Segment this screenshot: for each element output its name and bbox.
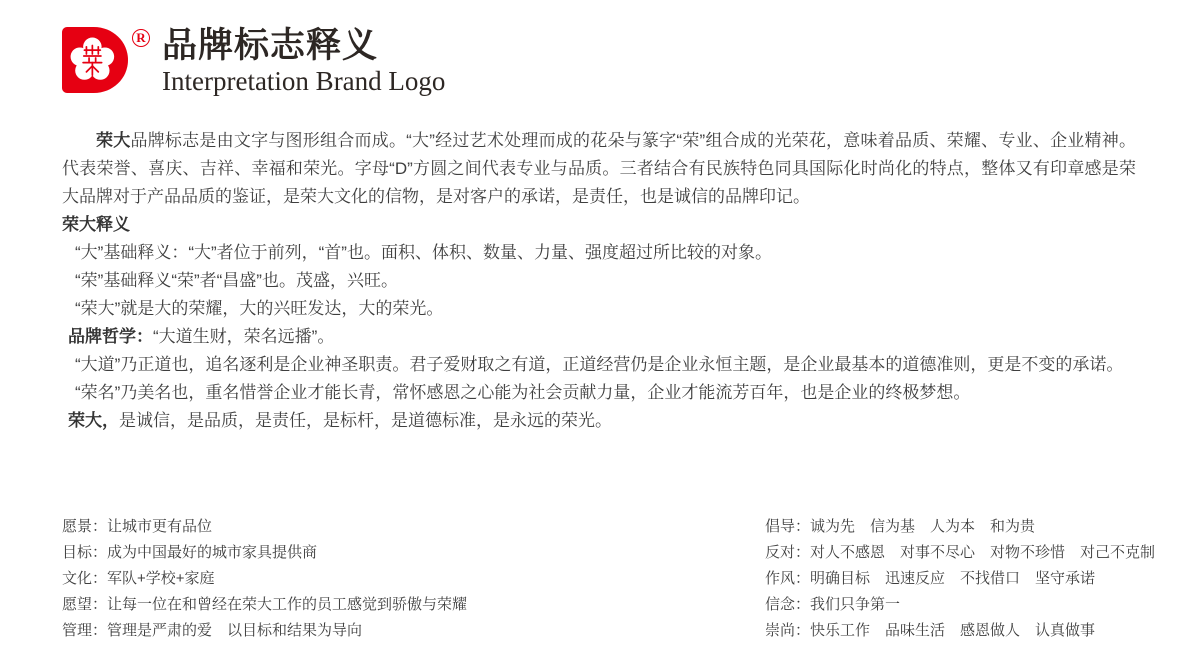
value-label: 目标： bbox=[62, 544, 108, 561]
interpretation-line bbox=[62, 351, 1136, 379]
line-text: “荣大”就是大的荣耀，大的兴旺发达，大的荣光。 bbox=[75, 299, 444, 318]
line-text: “大”基础释义：“大”者位于前列，“首”也。面积、体积、数量、力量、强度超过所比较的对象。 bbox=[75, 243, 772, 262]
value-row bbox=[765, 540, 1185, 566]
interpretation-line bbox=[62, 323, 1136, 351]
value-label: 信念： bbox=[765, 596, 811, 613]
registered-trademark-icon: R bbox=[132, 29, 150, 47]
intro-text: 品牌标志是由文字与图形组合而成。“大”经过艺术处理而成的花朵与篆字“荣”组合成的光荣花，意味着品质、荣耀、专业、企业精神。代表荣誉、喜庆、吉祥、幸福和荣光。字母“D”方圆之间代表专业与品质。三者结合有民族特色同具国际化时尚化的特点，整体又有印章感是荣大品牌对于产品品质的鉴证，是荣大文化的信物，是对客户的承诺，是责任，也是诚信的品牌印记。 bbox=[62, 131, 1136, 206]
interpretation-line bbox=[62, 295, 1136, 323]
page-header bbox=[62, 27, 445, 96]
value-text: 我们只争第一 bbox=[810, 596, 901, 613]
value-text: 诚为先 信为基 人为本 和为贵 bbox=[810, 518, 1036, 535]
value-text: 管理是严肃的爱 以目标和结果为导向 bbox=[107, 622, 363, 639]
line-bold-prefix: 品牌哲学： bbox=[68, 327, 153, 346]
value-row bbox=[62, 618, 662, 644]
interpretation-lines bbox=[62, 239, 1136, 435]
line-text: “大道生财，荣名远播”。 bbox=[153, 327, 335, 346]
value-text: 快乐工作 品味生活 感恩做人 认真做事 bbox=[810, 622, 1096, 639]
value-label: 愿望： bbox=[62, 596, 108, 613]
interpretation-line bbox=[62, 267, 1136, 295]
rongda-d-flower-icon bbox=[62, 27, 128, 93]
line-text: 是诚信，是品质，是责任，是标杆，是道德标准，是永远的荣光。 bbox=[119, 411, 612, 430]
value-row bbox=[62, 592, 662, 618]
value-label: 文化： bbox=[62, 570, 108, 587]
value-row bbox=[62, 540, 662, 566]
interpretation-heading: 荣大释义 bbox=[62, 215, 130, 234]
value-label: 愿景： bbox=[62, 518, 108, 535]
value-label: 管理： bbox=[62, 622, 108, 639]
value-text: 成为中国最好的城市家具提供商 bbox=[107, 544, 318, 561]
page-subtitle: Interpretation Brand Logo bbox=[162, 66, 446, 96]
value-label: 反对： bbox=[765, 544, 811, 561]
interpretation-line bbox=[62, 407, 1136, 435]
line-bold-prefix: 荣大， bbox=[68, 411, 119, 430]
intro-bold-brand-name: 荣大 bbox=[96, 131, 131, 150]
value-row bbox=[62, 566, 662, 592]
line-text: “荣”基础释义“荣”者“昌盛”也。茂盛，兴旺。 bbox=[75, 271, 398, 290]
value-row bbox=[765, 566, 1185, 592]
value-text: 让城市更有品位 bbox=[107, 518, 213, 535]
value-label: 倡导： bbox=[765, 518, 811, 535]
values-list-right bbox=[765, 514, 1185, 644]
value-text: 让每一位在和曾经在荣大工作的员工感觉到骄傲与荣耀 bbox=[107, 596, 468, 613]
rongda-logo bbox=[62, 27, 128, 93]
value-text: 明确目标 迅速反应 不找借口 坚守承诺 bbox=[810, 570, 1096, 587]
interpretation-line bbox=[62, 239, 1136, 267]
interpretation-line bbox=[62, 379, 1136, 407]
value-text: 军队+学校+家庭 bbox=[107, 570, 215, 587]
value-row bbox=[765, 514, 1185, 540]
line-text: “大道”乃正道也，追名逐利是企业神圣职责。君子爱财取之有道，正道经营仍是企业永恒主题，是企业最基本的道德准则，更是不变的承诺。 bbox=[75, 355, 1124, 374]
value-label: 崇尚： bbox=[765, 622, 811, 639]
title-block bbox=[162, 27, 445, 96]
value-row bbox=[765, 592, 1185, 618]
value-row bbox=[765, 618, 1185, 644]
line-text: “荣名”乃美名也，重名惜誉企业才能长青，常怀感恩之心能为社会贡献力量，企业才能流芳百年，也是企业的终极梦想。 bbox=[75, 383, 971, 402]
value-label: 作风： bbox=[765, 570, 811, 587]
page-title: 品牌标志释义 bbox=[162, 26, 379, 65]
value-text: 对人不感恩 对事不尽心 对物不珍惜 对己不克制 bbox=[810, 544, 1156, 561]
brand-description bbox=[62, 127, 1136, 435]
value-row bbox=[62, 514, 662, 540]
values-list-left bbox=[62, 514, 662, 644]
intro-paragraph bbox=[62, 127, 1136, 211]
